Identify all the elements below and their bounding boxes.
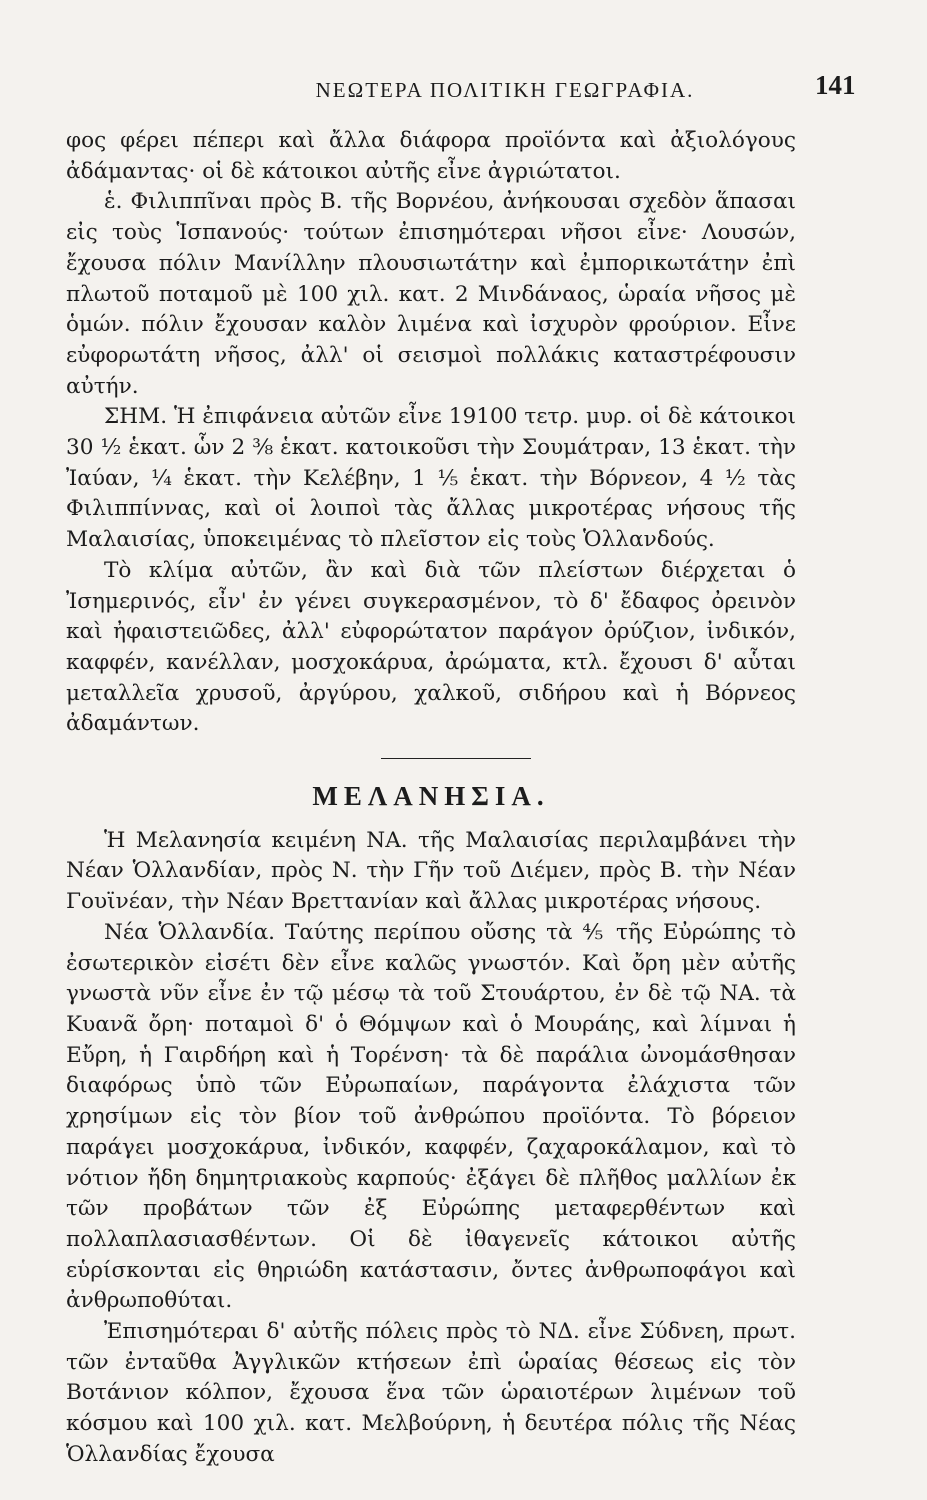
paragraph-continued: φος φέρει πέπερι καὶ ἄλλα διάφορα προϊόντα καὶ ἀξιολόγους ἀδάμαντας· οἱ δὲ κάτοικοι αὐτῆς εἶνε ἀγριώτατοι. <box>66 128 796 184</box>
paragraph-note: ΣΗΜ. Ἡ ἐπιφάνεια αὐτῶν εἶνε 19100 τετρ. μυρ. οἱ δὲ κάτοικοι 30 ½ ἑκατ. ὧν 2 ⅜ ἑκατ. κατοικοῦσι τὴν Σουμάτραν, 13 ἑκατ. τὴν Ἰαύαν, ¼ ἑκατ. τὴν Κελέβην, 1 ⅕ ἑκατ. τὴν Βόρνεον, 4 ½ τὰς Φιλιππίννας, καὶ οἱ λοιποὶ τὰς ἄλλας μικροτέρας νήσους τῆς Μαλαισίας, ὑποκειμένας τὸ πλεῖστον εἰς τοὺς Ὁλλανδούς. <box>66 404 796 553</box>
section-title: ΜΕΛΑΝΗΣΙΑ. <box>312 781 550 812</box>
paragraph-cities: Ἐπισημότεραι δ' αὐτῆς πόλεις πρὸς τὸ ΝΔ. εἶνε Σύδνεη, πρωτ. τῶν ἐνταῦθα Ἀγγλικῶν κτήσεων ἐπὶ ὡραίας θέσεως εἰς τὸν Βοτάνιον κόλπον, ἔχουσα ἕνα τῶν ὡραιοτέρων λιμένων τοῦ κόσμου καὶ 100 χιλ. κατ. Μελβούρνη, ἡ δευτέρα πόλις τῆς Νέας Ὁλλανδίας ἔχουσα <box>66 1319 796 1467</box>
section-divider <box>381 758 531 759</box>
paragraph-philippines: ἑ. Φιλιππῖναι πρὸς Β. τῆς Βορνέου, ἀνήκουσαι σχεδὸν ἅπασαι εἰς τοὺς Ἱσπανούς· τούτων ἐπισημότεραι νῆσοι εἶνε· Λουσών, ἔχουσα πόλιν Μανίλλην πλουσιωτάτην καὶ ἐμπορικωτάτην ἐπὶ πλωτοῦ ποταμοῦ μὲ 100 χιλ. κατ. 2 Μινδάναος, ὡραία νῆσος μὲ ὁμών. πόλιν ἔχουσαν καλὸν λιμένα καὶ ἰσχυρὸν φρούριον. Εἶνε εὐφορωτάτη νῆσος, ἀλλ' οἱ σεισμοὶ πολλάκις καταστρέφουσιν αὐτήν. <box>66 189 796 399</box>
paragraph-climate: Τὸ κλίμα αὐτῶν, ἂν καὶ διὰ τῶν πλείστων διέρχεται ὁ Ἰσημερινός, εἶν' ἐν γένει συγκερασμένον, τὸ δ' ἔδαφος ὀρεινὸν καὶ ἠφαιστειῶδες, ἀλλ' εὐφορώτατον παράγον ὀρύζιον, ἰνδικόν, καφφέν, κανέλλαν, μοσχοκάρυα, ἀρώματα, κτλ. ἔχουσι δ' αὗται μεταλλεῖα χρυσοῦ, ἀργύρου, χαλκοῦ, σιδήρου καὶ ἡ Βόρνεος ἀδαμάντων. <box>66 557 796 737</box>
paragraph-melanesia: Ἡ Μελανησία κειμένη ΝΑ. τῆς Μαλαισίας περιλαμβάνει τὴν Νέαν Ὁλλανδίαν, πρὸς Ν. τὴν Γῆν τοῦ Διέμεν, πρὸς Β. τὴν Νέαν Γουϊνέαν, τὴν Νέαν Βρεττανίαν καὶ ἄλλας μικροτέρας νήσους. <box>66 827 796 915</box>
page-number: 141 <box>815 70 856 100</box>
running-title: ΝΕΩΤΕΡΑ ΠΟΛΙΤΙΚΗ ΓΕΩΓΡΑΦΙΑ. <box>315 78 695 102</box>
body-text <box>66 126 796 1471</box>
paragraph-new-holland: Νέα Ὁλλανδία. Ταύτης περίπου οὔσης τὰ ⅘ τῆς Εὐρώπης τὸ ἐσωτερικὸν εἰσέτι δὲν εἶνε καλῶς γνωστόν. Καὶ ὄρη μὲν αὐτῆς γνωστὰ νῦν εἶνε ἐν τῷ μέσῳ τὰ τοῦ Στουάρτου, ἐν δὲ τῷ ΝΑ. τὰ Κυανᾶ ὄρη· ποταμοὶ δ' ὁ Θόμψων καὶ ὁ Μουράης, καὶ λίμναι ἡ Εὔρη, ἡ Γαιρδήρη καὶ ἡ Τορένση· τὰ δὲ παράλια ὠνομάσθησαν διαφόρως ὑπὸ τῶν Εὐρωπαίων, παράγοντα ἐλάχιστα τῶν χρησίμων εἰς τὸν βίον τοῦ ἀνθρώπου προϊόντα. Τὸ βόρειον παράγει μοσχοκάρυα, ἰνδικόν, καφφέν, ζαχαροκάλαμον, καὶ τὸ νότιον ἤδη δημητριακοὺς καρπούς· ἐξάγει δὲ πλῆθος μαλλίων ἐκ τῶν προβάτων τῶν ἐξ Εὐρώπης μεταφερθέντων καὶ πολλαπλασιασθέντων. Οἱ δὲ ἰθαγενεῖς κάτοικοι αὐτῆς εὑρίσκονται εἰς θηριώδη κατάστασιν, ὄντες ἀνθρωποφάγοι καὶ ἀνθρωποθύται. <box>66 919 796 1314</box>
